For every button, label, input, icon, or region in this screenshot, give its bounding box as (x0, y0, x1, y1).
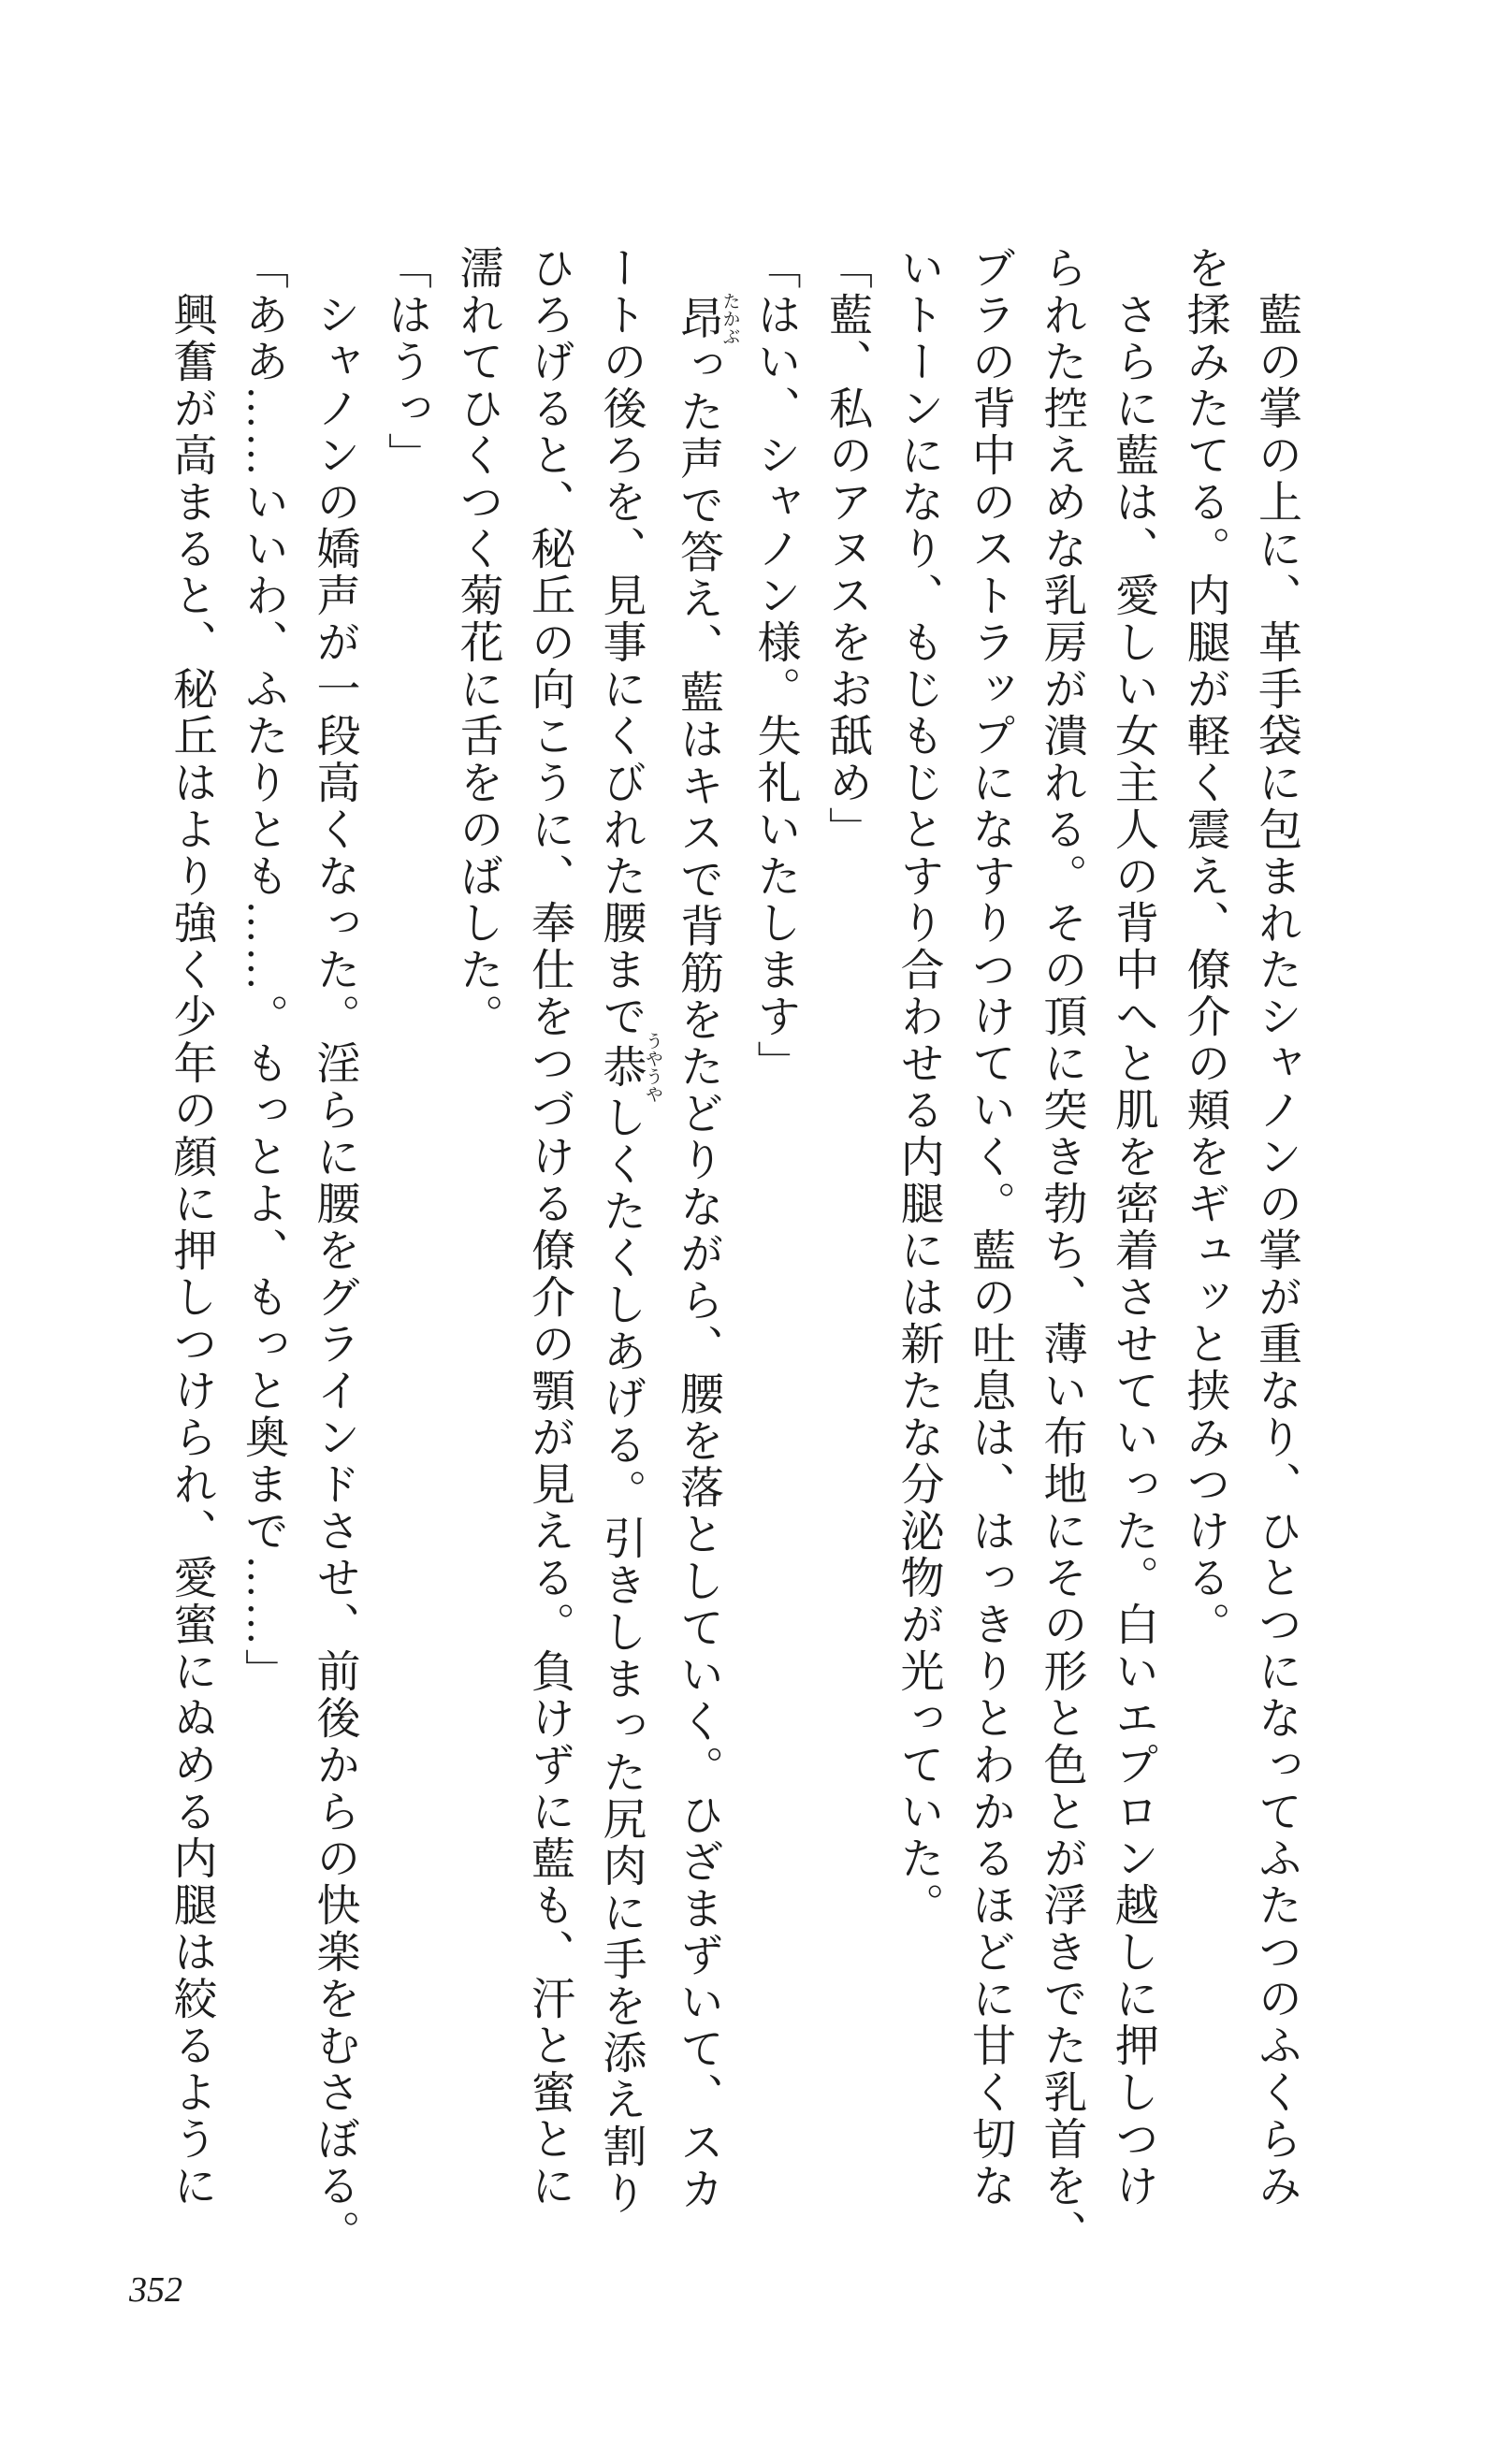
text-column-1: 藍の掌の上に、革手袋に包まれたシャノンの掌が重なり、ひとつになってふたつのふくらみ (1252, 292, 1301, 2210)
text-column-2: を揉みたてる。内腿が軽く震え、僚介の頬をギュッと挟みつける。 (1180, 245, 1229, 1648)
text-column-16: 興奮が高まると、秘丘はより強く少年の顔に押しつけられ、愛蜜にぬめる内腿は絞るように (167, 292, 216, 2210)
text-column-11: ひろげると、秘丘の向こうに、奉仕をつづける僚介の顎が見える。負けずに藍も、汗と蜜とに (525, 245, 574, 2210)
text-column-4: られた控えめな乳房が潰れる。その頂に突き勃ち、薄い布地にその形と色とが浮きでた乳首を、 (1037, 245, 1086, 2256)
text-column-15: 「ああ……いいわ、ふたりとも……。もっとよ、もっと奥まで……」 (239, 245, 287, 1695)
text-column-13: 「はうっ」 (382, 245, 430, 479)
furigana-reading: たかぶ (719, 292, 740, 345)
text-column-14: シャノンの嬌声が一段高くなった。淫らに腰をグラインドさせ、前後からの快楽をむさぼる。 (310, 292, 359, 2256)
page-number: 352 (129, 2270, 182, 2310)
text-column-5: ブラの背中のストラップになすりつけていく。藍の吐息は、はっきりとわかるほどに甘く切な (966, 245, 1014, 2210)
furigana-annotated-word: 恭うやうや (596, 1032, 662, 1103)
furigana-annotated-word: 昂たかぶ (674, 292, 740, 345)
text-column-8: 「はい、シャノン様。失礼いたします」 (750, 245, 800, 1087)
text-column-12: 濡れてひくつく菊花に舌をのばした。 (453, 245, 502, 1040)
vertical-text-block (155, 245, 1312, 2266)
text-column-6: いトーンになり、もじもじとすり合わせる内腿には新たな分泌物が光っていた。 (894, 245, 943, 1929)
text-column-10: ートの後ろを、見事にくびれた腰まで恭うやうやしくたくしあげる。引きしまった尻肉に手を添え割り (596, 245, 662, 2217)
text-column-9: 昂たかぶった声で答え、藍はキスで背筋をたどりながら、腰を落としていく。ひざまずいて、スカ (674, 292, 740, 2213)
furigana-reading: うやうや (643, 1032, 662, 1103)
text-column-7: 「藍、私のアヌスをお舐め」 (822, 245, 871, 853)
text-column-3: さらに藍は、愛しい女主人の背中へと肌を密着させていった。白いエプロン越しに押しつけ (1109, 292, 1157, 2210)
